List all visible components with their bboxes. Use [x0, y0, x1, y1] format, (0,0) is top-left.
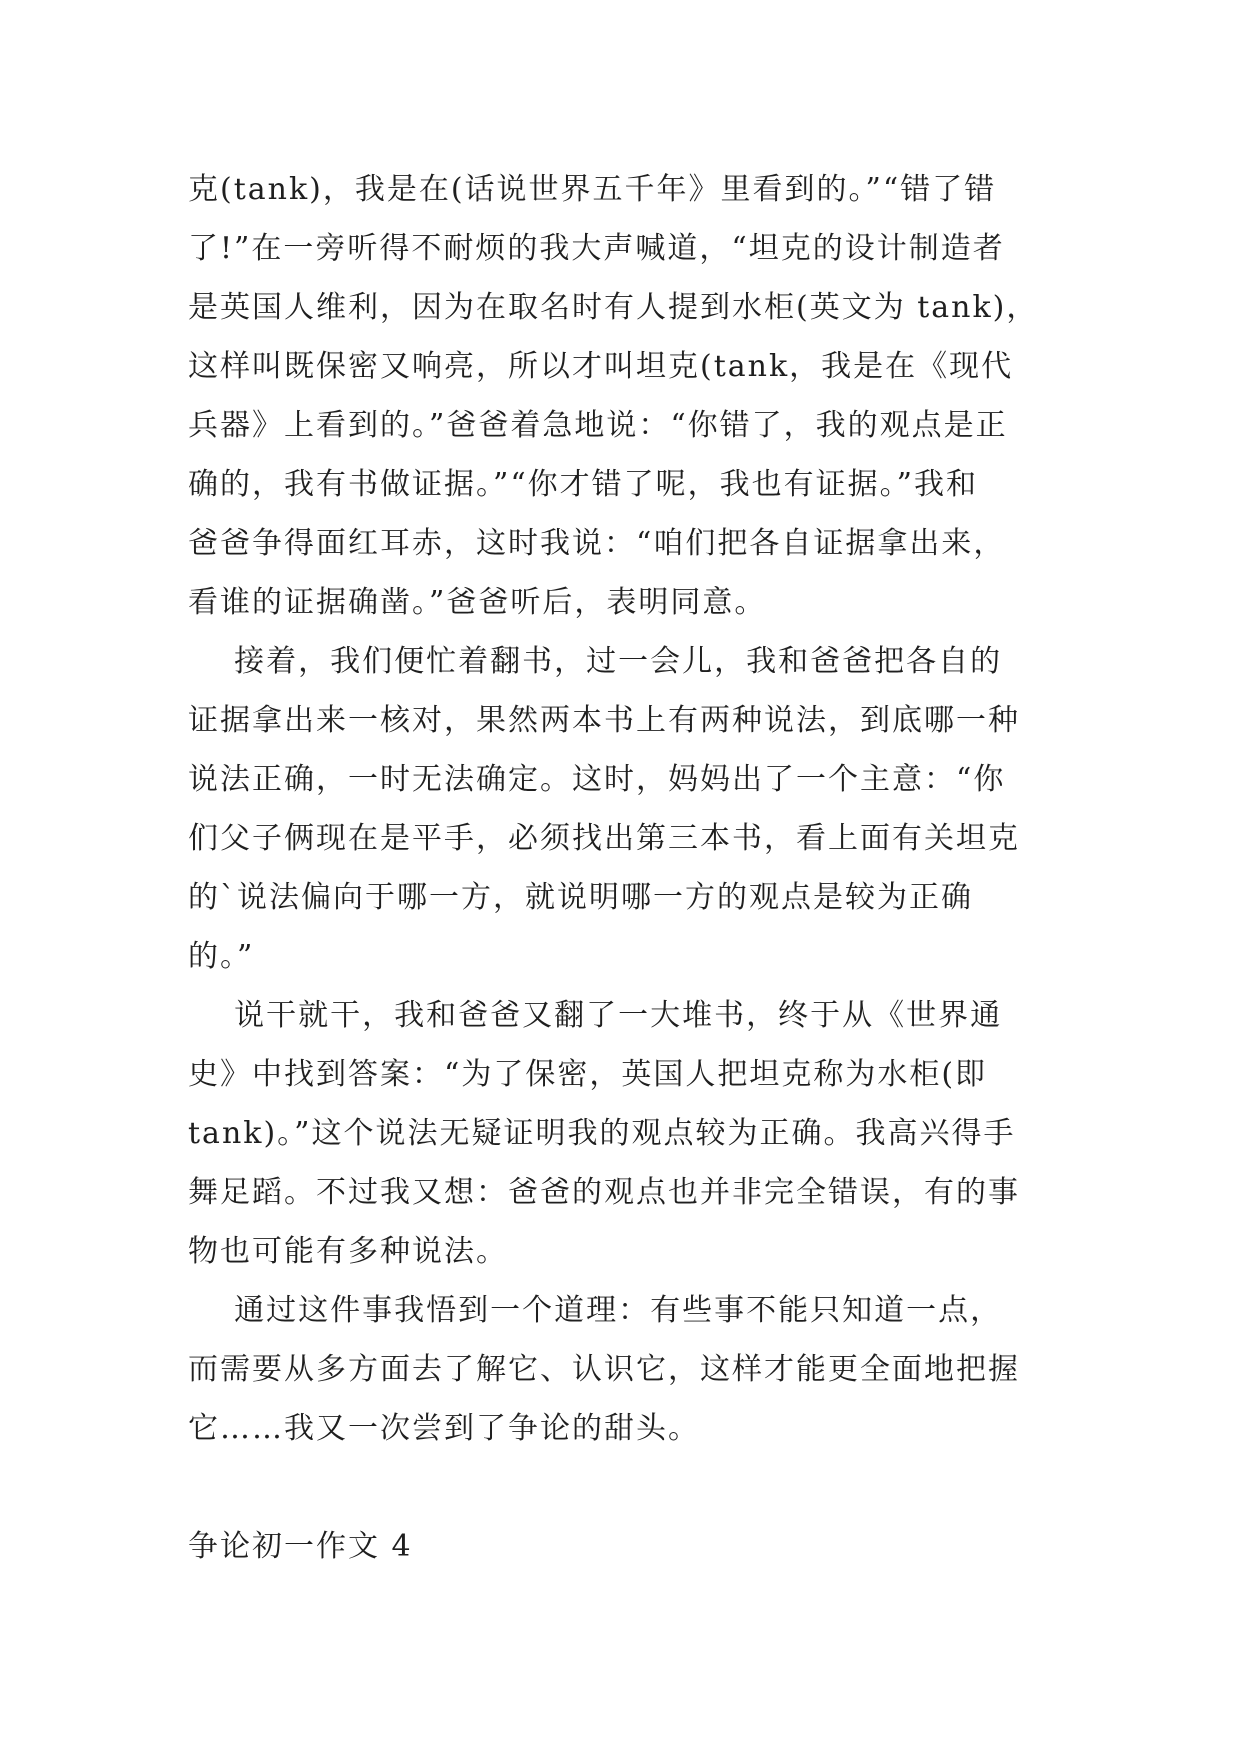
paragraph-2: [188, 632, 1058, 986]
text-line: 看谁的证据确凿。”爸爸听后，表明同意。: [188, 585, 767, 620]
text-line: 接着，我们便忙着翻书，过一会儿，我和爸爸把各自的: [188, 644, 1003, 679]
text-line: 这样叫既保密又响亮，所以才叫坦克(tank，我是在《现代: [188, 349, 1014, 384]
text-line: 爸爸争得面红耳赤，这时我说：“咱们把各自证据拿出来，: [188, 526, 1006, 561]
text-line: 通过这件事我悟到一个道理：有些事不能只知道一点，: [188, 1293, 1003, 1328]
text-line: 克(tank)，我是在(话说世界五千年》里看到的。”“错了错: [188, 172, 997, 207]
essay-heading: 争论初一作文 4: [188, 1529, 413, 1564]
text-line: 史》中找到答案：“为了保密，英国人把坦克称为水柜(即: [188, 1057, 988, 1092]
text-line: 物也可能有多种说法。: [188, 1234, 508, 1269]
text-line: 说干就干，我和爸爸又翻了一大堆书，终于从《世界通: [188, 998, 1003, 1033]
text-line: 证据拿出来一核对，果然两本书上有两种说法，到底哪一种: [188, 703, 1020, 738]
text-line: 确的，我有书做证据。”“你才错了呢，我也有证据。”我和: [188, 467, 979, 502]
text-line: 们父子俩现在是平手，必须找出第三本书，看上面有关坦克: [188, 821, 1020, 856]
text-line: 它……我又一次尝到了争论的甜头。: [188, 1411, 700, 1446]
text-line: 而需要从多方面去了解它、认识它，这样才能更全面地把握: [188, 1352, 1020, 1387]
paragraph-3: [188, 986, 1058, 1281]
paragraph-4: [188, 1281, 1058, 1458]
text-line: 是英国人维利，因为在取名时有人提到水柜(英文为 tank)，: [188, 290, 1039, 325]
text-line: 兵器》上看到的。”爸爸着急地说：“你错了，我的观点是正: [188, 408, 1008, 443]
text-line: 说法正确，一时无法确定。这时，妈妈出了一个主意：“你: [188, 762, 1006, 797]
text-line: 的。”: [188, 939, 255, 974]
document-body: [188, 160, 1058, 1606]
text-line: 的`说法偏向于哪一方，就说明哪一方的观点是较为正确: [188, 880, 973, 915]
text-line: tank)。”这个说法无疑证明我的观点较为正确。我高兴得手: [188, 1116, 1016, 1151]
text-line: 了!”在一旁听得不耐烦的我大声喊道，“坦克的设计制造者: [188, 231, 1005, 266]
paragraph-1: [188, 160, 1058, 632]
text-line: 舞足蹈。不过我又想：爸爸的观点也并非完全错误，有的事: [188, 1175, 1020, 1210]
